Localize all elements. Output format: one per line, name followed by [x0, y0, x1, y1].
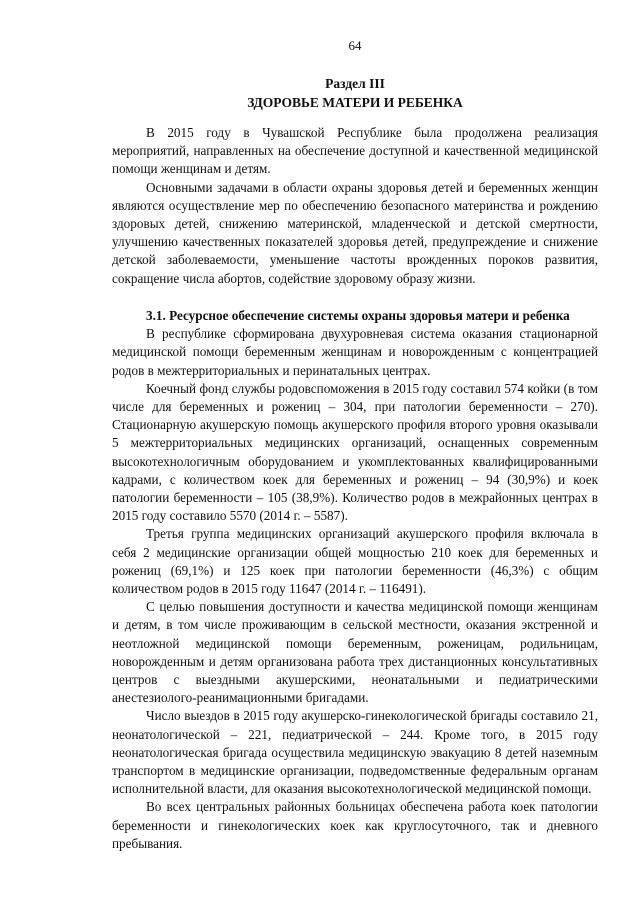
subsection-paragraph-2: Коечный фонд службы родовспоможения в 2015 году составил 574 койки (в том числе для беременных и рожениц – 304, при патологии беременности – 270). Стационарную акушерскую помощь акушерского профиля второго уровня оказывали 5 межтерриториальных медицинских организаций, оснащенных современным высокотехнологичным оборудованием и укомплектованных квалифицированными кадрами, с количеством коек для беременных и рожениц – 94 (30,9%) и коек патологии беременности – 105 (38,9%). Количество родов в межрайонных центрах в 2015 году составило 5570 (2014 г. – 5587).	[112, 380, 598, 524]
subsection-paragraph-1: В республике сформирована двухуровневая система оказания стационарной медицинской помощи беременным женщинам и новорожденным с концентрацией родов в межтерриториальных и перинатальных центрах.	[112, 326, 598, 378]
intro-paragraph-1: В 2015 году в Чувашской Республике была продолжена реализация мероприятий, направленных на обеспечение доступной и качественной медицинской помощи женщинам и детям.	[112, 125, 598, 177]
intro-block	[112, 124, 598, 288]
subsection-paragraph-5: Число выездов в 2015 году акушерско-гинекологической бригады составило 21, неонатологической – 221, педиатрической – 244. Кроме того, в 2015 году неонатологическая бригада осуществила медицинскую эвакуацию 8 детей наземным транспортом в медицинские организации, подведомственные федеральным органам исполнительной власти, для оказания высокотехнологической медицинской помощи.	[112, 708, 598, 797]
intro-paragraph-2: Основными задачами в области охраны здоровья детей и беременных женщин являются осуществление мер по обеспечению безопасного материнства и рождению здоровых детей, снижению материнской, младенческой и детской смертности, улучшению качественных показателей здоровья детей, предупреждение и снижение детской заболеваемости, уменьшение частоты врожденных пороков развития, сокращение числа абортов, содействие здоровому образу жизни.	[112, 179, 598, 286]
section-title: ЗДОРОВЬЕ МАТЕРИ И РЕБЕНКА	[247, 95, 463, 110]
subsection-paragraph-4: С целью повышения доступности и качества медицинской помощи женщинам и детям, в том числе проживающим в сельской местности, оказания экстренной и неотложной медицинской помощи беременным, роженицам, родильницам, новорожденным и детям организована работа трех дистанционных консультативных центров с выездными акушерскими, неонатальными и педиатрическими анестезиолого-реанимационными бригадами.	[112, 599, 598, 706]
subsection-block	[112, 307, 598, 853]
subsection-paragraph-6: Во всех центральных районных больницах обеспечена работа коек патологии беременности и гинекологических коек как круглосуточного, так и дневного пребывания.	[112, 799, 598, 851]
subsection-heading: 3.1. Ресурсное обеспечение системы охраны здоровья матери и ребенка	[146, 308, 570, 323]
subsection-paragraph-3: Третья группа медицинских организаций акушерского профиля включала в себя 2 медицинские организации общей мощностью 210 коек для беременных и рожениц (69,1%) и 125 коек при патологии беременности (46,3%) с общим количеством родов в 2015 году 11647 (2014 г. – 116491).	[112, 526, 598, 597]
section-label: Раздел III	[325, 76, 385, 91]
page-number: 64	[348, 38, 362, 53]
